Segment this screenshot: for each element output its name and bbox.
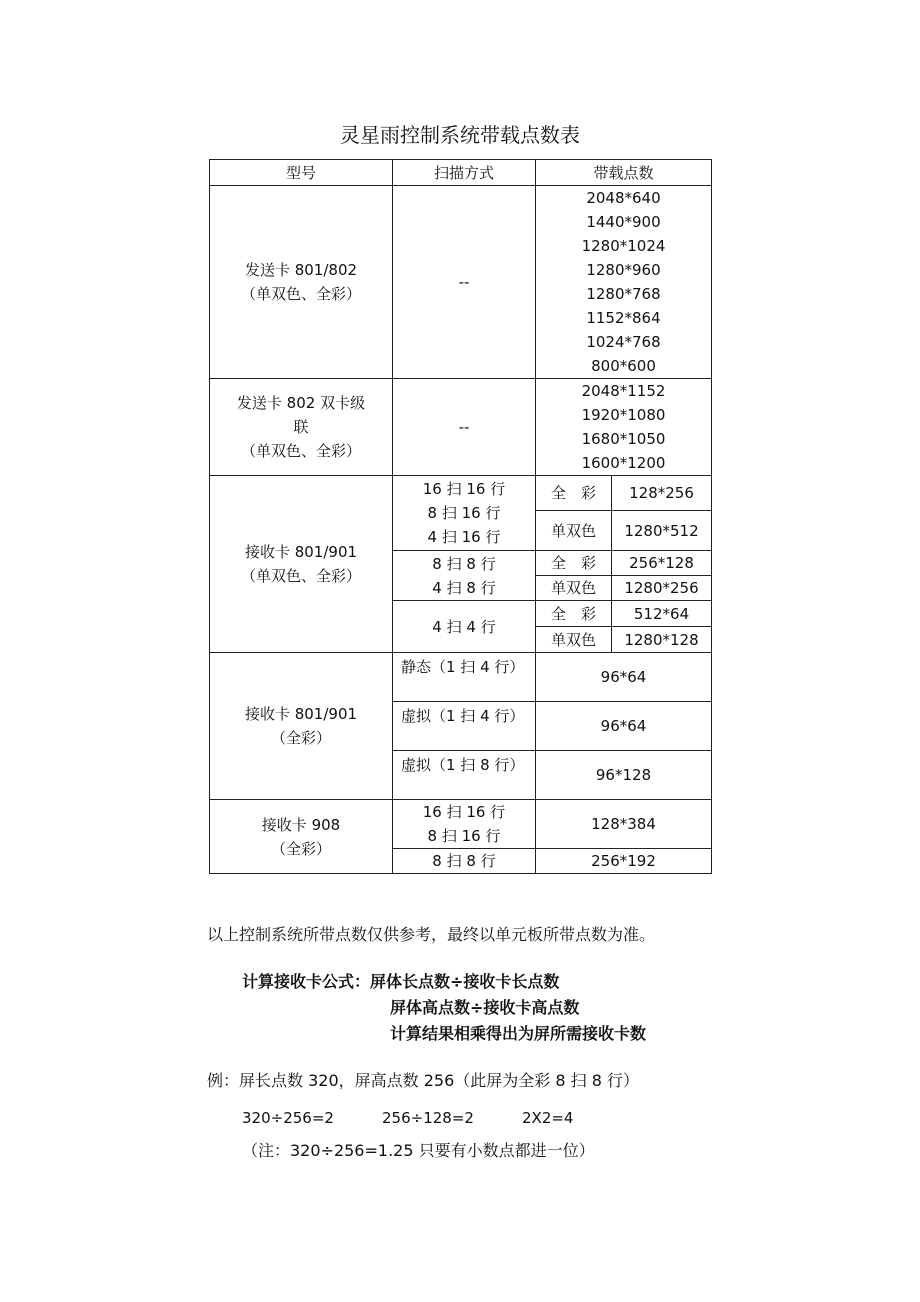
header-model: 型号 xyxy=(210,160,393,186)
load-value: 96*64 xyxy=(536,702,712,751)
load-capacity-table xyxy=(209,159,712,874)
table-row xyxy=(210,653,712,702)
load-value: 1280*128 xyxy=(612,627,712,653)
example-text: 例：屏长点数 320，屏高点数 256（此屏为全彩 8 扫 8 行） xyxy=(207,1071,639,1090)
model-cell xyxy=(210,186,393,379)
color-label: 全 彩 xyxy=(536,601,612,627)
table-row xyxy=(210,476,712,511)
model-name: 接收卡 801/901 xyxy=(244,705,358,723)
calc-step: 256÷128=2 xyxy=(382,1109,474,1127)
page-title: 灵星雨控制系统带载点数表 xyxy=(340,123,580,147)
model-type: （单双色、全彩） xyxy=(240,567,361,585)
load-value: 256*192 xyxy=(536,849,712,874)
scan-cell: 4 扫 4 行 xyxy=(393,601,536,653)
reference-note: 以上控制系统所带点数仅供参考，最终以单元板所带点数为准。 xyxy=(207,925,656,944)
load-value: 256*128 xyxy=(612,551,712,576)
table-row xyxy=(210,379,712,476)
load-value: 512*64 xyxy=(612,601,712,627)
calc-step: 320÷256=2 xyxy=(242,1109,334,1127)
scan-cell xyxy=(393,476,536,551)
model-name: 接收卡 801/901 xyxy=(244,543,358,561)
load-value: 1024*768 xyxy=(586,333,661,351)
load-value: 1600*1200 xyxy=(581,454,666,472)
model-type: （单双色、全彩） xyxy=(240,285,361,303)
formula-line: 屏体高点数÷接收卡高点数 xyxy=(390,998,580,1017)
table-header-row xyxy=(210,160,712,186)
model-cell xyxy=(210,653,393,800)
scan-mode: 16 扫 16 行 xyxy=(422,803,506,821)
color-label: 全 彩 xyxy=(536,551,612,576)
header-scan: 扫描方式 xyxy=(393,160,536,186)
scan-cell: 静态（1 扫 4 行） xyxy=(393,653,536,702)
formula-block xyxy=(242,969,646,1047)
model-cell xyxy=(210,476,393,653)
model-cell xyxy=(210,800,393,874)
load-value: 800*600 xyxy=(591,357,656,375)
color-label: 单双色 xyxy=(536,627,612,653)
calculation-row xyxy=(242,1105,574,1131)
load-value: 128*256 xyxy=(612,476,712,511)
table-row xyxy=(210,800,712,849)
scan-cell: -- xyxy=(393,186,536,379)
formula-line: 屏体长点数÷接收卡长点数 xyxy=(370,972,560,991)
load-value: 128*384 xyxy=(536,800,712,849)
load-value: 1280*1024 xyxy=(581,237,666,255)
table-row xyxy=(210,186,712,379)
scan-mode: 4 扫 8 行 xyxy=(432,578,496,597)
scan-cell: 虚拟（1 扫 4 行） xyxy=(393,702,536,751)
load-value: 1440*900 xyxy=(586,213,661,231)
load-value: 96*128 xyxy=(536,751,712,800)
formula-line: 计算结果相乘得出为屏所需接收卡数 xyxy=(390,1024,647,1043)
color-label: 单双色 xyxy=(536,576,612,601)
rounding-note: （注：320÷256=1.25 只要有小数点都进一位） xyxy=(242,1141,595,1160)
model-type: （全彩） xyxy=(270,729,331,747)
scan-mode: 4 扫 16 行 xyxy=(427,528,501,546)
scan-cell xyxy=(393,551,536,601)
load-list xyxy=(536,379,712,476)
scan-cell: 8 扫 8 行 xyxy=(393,849,536,874)
scan-cell xyxy=(393,800,536,849)
formula-row xyxy=(242,969,646,995)
header-load: 带载点数 xyxy=(536,160,712,186)
scan-mode: 8 扫 16 行 xyxy=(427,504,501,522)
color-label: 单双色 xyxy=(536,511,612,551)
scan-cell: -- xyxy=(393,379,536,476)
scan-mode: 16 扫 16 行 xyxy=(422,480,506,498)
load-value: 1920*1080 xyxy=(581,406,666,424)
formula-row xyxy=(242,1021,646,1047)
load-value: 1280*960 xyxy=(586,261,661,279)
formula-label: 计算接收卡公式： xyxy=(242,972,371,991)
model-name: 接收卡 908 xyxy=(261,815,341,834)
scan-mode: 8 扫 16 行 xyxy=(427,827,501,845)
load-list xyxy=(536,186,712,379)
load-value: 1280*256 xyxy=(612,576,712,601)
model-type: （全彩） xyxy=(270,839,331,858)
load-value: 1280*768 xyxy=(586,285,661,303)
load-value: 96*64 xyxy=(536,653,712,702)
load-value: 1680*1050 xyxy=(581,430,666,448)
load-value: 1280*512 xyxy=(612,511,712,551)
model-cell xyxy=(210,379,393,476)
calc-result: 2X2=4 xyxy=(522,1109,574,1127)
color-label: 全 彩 xyxy=(536,476,612,511)
load-value: 1152*864 xyxy=(586,309,661,327)
model-type: （单双色、全彩） xyxy=(240,442,361,460)
formula-row xyxy=(242,995,646,1021)
load-value: 2048*640 xyxy=(586,189,661,207)
scan-mode: 8 扫 8 行 xyxy=(432,554,496,573)
model-name-cont: 联 xyxy=(293,418,309,436)
model-name: 发送卡 802 双卡级 xyxy=(236,394,366,412)
load-value: 2048*1152 xyxy=(581,382,666,400)
scan-cell: 虚拟（1 扫 8 行） xyxy=(393,751,536,800)
model-name: 发送卡 801/802 xyxy=(244,261,358,279)
